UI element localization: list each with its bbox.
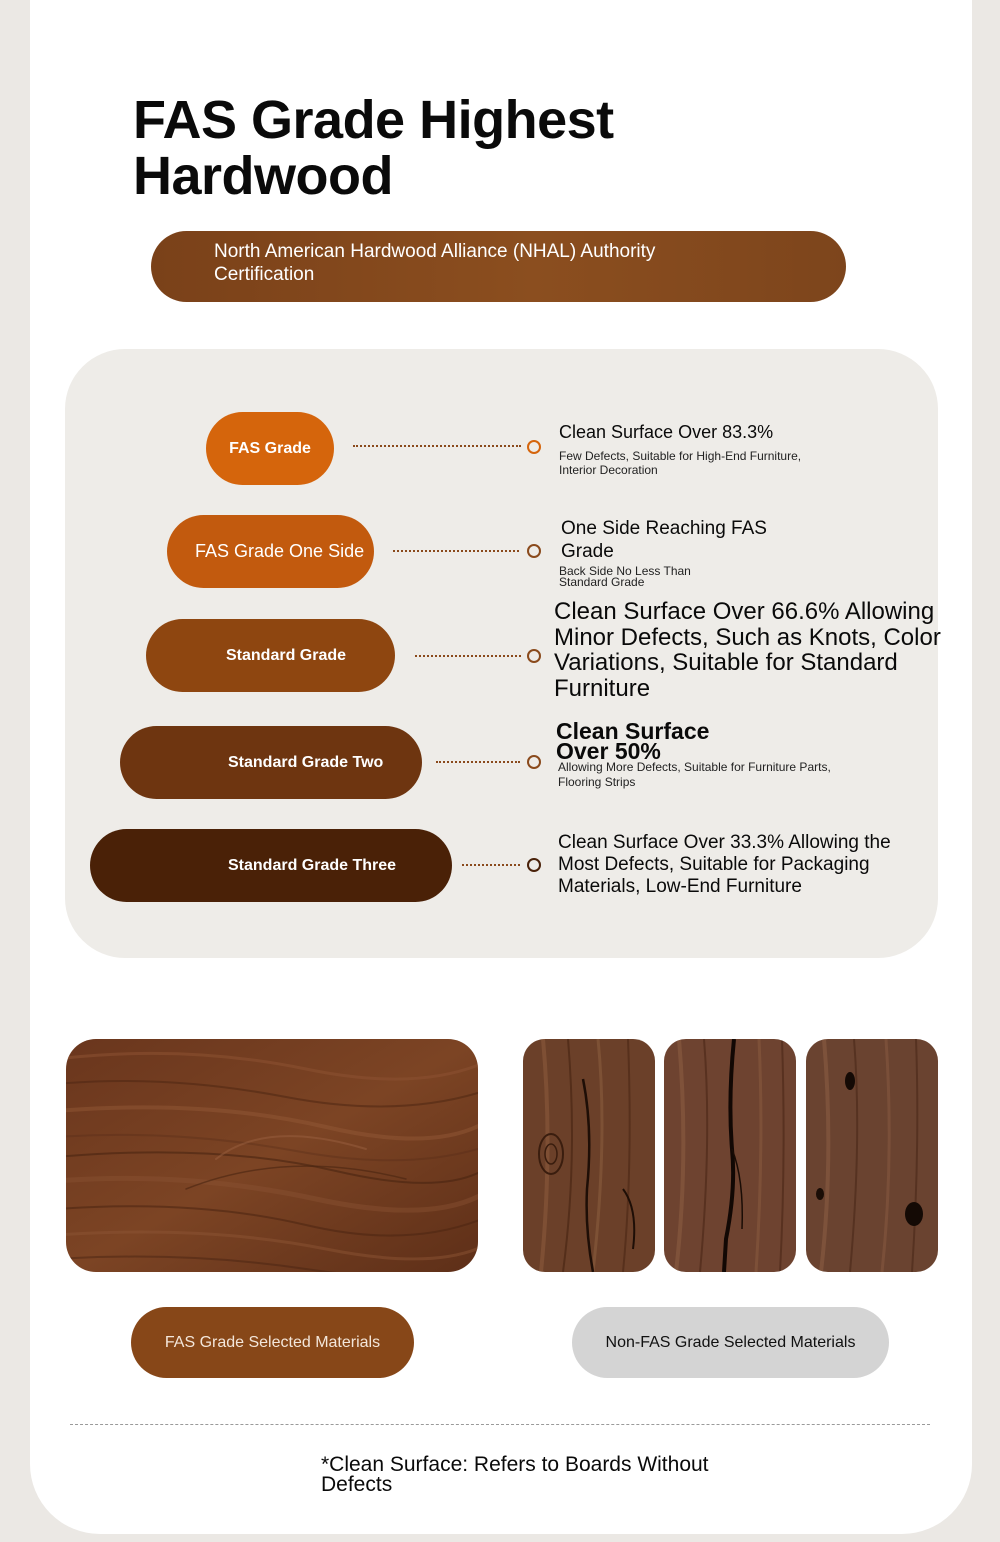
grade-label: Standard Grade Three [228, 856, 397, 874]
grade-title: Clean Surface Over 33.3% Allowing the Most Defects, Suitable for Packaging Materials, Low-End Furniture [558, 832, 891, 897]
grade-title: Clean Surface Over 83.3% [559, 422, 774, 442]
grade-subtitle: Few Defects, Suitable for High-End Furniture, Interior Decoration [559, 449, 802, 477]
certification-text: North American Hardwood Alliance (NHAL) Authority Certification [214, 241, 656, 285]
grade-subtitle: Allowing More Defects, Suitable for Furniture Parts, Flooring Strips [558, 760, 831, 789]
grade-description-fas-one-side [561, 517, 791, 588]
dashed-divider [70, 1424, 930, 1425]
grade-title: One Side Reaching FAS Grade [561, 518, 767, 562]
grade-pill-standard-three [90, 829, 452, 902]
grade-title: Clean Surface Over 66.6% Allowing Minor Defects, Such as Knots, Color Variations, Suitable for Standard Furniture [554, 598, 941, 702]
grade-pill-standard [146, 619, 395, 692]
non-fas-wood-sample-crack-image [523, 1039, 655, 1272]
connector-line [393, 550, 519, 552]
grade-label: FAS Grade [229, 439, 311, 457]
non-fas-materials-label [572, 1307, 889, 1378]
page-title: FAS Grade Highest Hardwood [133, 90, 614, 206]
grade-label: Standard Grade Two [228, 753, 384, 771]
grade-description-standard-three [558, 832, 928, 898]
grade-pill-fas-one-side [167, 515, 374, 588]
grade-description-standard [554, 599, 964, 701]
connector-node-icon [527, 440, 541, 454]
grade-label: FAS Grade One Side [195, 541, 365, 561]
connector-node-icon [527, 544, 541, 558]
clean-surface-footnote: *Clean Surface: Refers to Boards Without Defects [321, 1453, 709, 1496]
grade-pill-standard-two [120, 726, 422, 799]
connector-line [415, 655, 521, 657]
non-fas-wood-sample-knot-image [806, 1039, 938, 1272]
grade-label: Standard Grade [226, 646, 347, 664]
grade-title: Clean Surface Over 50% [556, 718, 710, 764]
non-fas-wood-sample-split-image [664, 1039, 796, 1272]
connector-line [462, 864, 520, 866]
connector-line [353, 445, 521, 447]
grade-pill-fas [206, 412, 334, 485]
grade-description-fas [559, 421, 859, 477]
fas-wood-sample-image [66, 1039, 478, 1272]
grade-subtitle: Back Side No Less Than Standard Grade [559, 564, 691, 589]
connector-node-icon [527, 755, 541, 769]
connector-line [436, 761, 520, 763]
connector-node-icon [527, 858, 541, 872]
fas-materials-label [131, 1307, 414, 1378]
grade-description-standard-two [556, 718, 866, 790]
fas-materials-label-text: FAS Grade Selected Materials [164, 1333, 381, 1351]
certification-badge [151, 231, 846, 302]
non-fas-materials-label-text: Non-FAS Grade Selected Materials [605, 1333, 856, 1351]
connector-node-icon [527, 649, 541, 663]
